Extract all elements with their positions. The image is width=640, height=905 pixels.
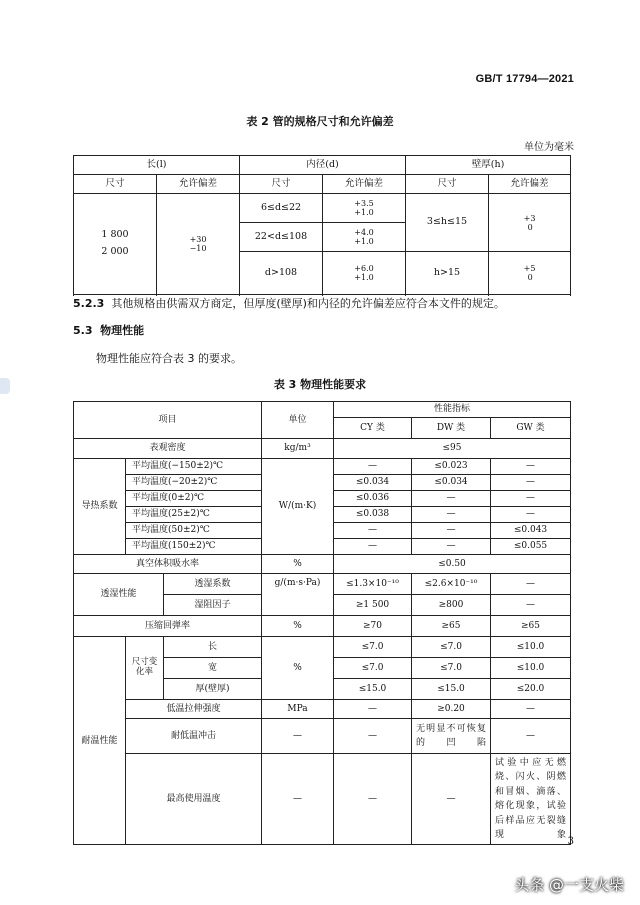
wall-size: h>15: [406, 252, 489, 295]
dim-unit: %: [262, 637, 334, 700]
length-size: 1 800: [101, 229, 129, 241]
table2: [73, 155, 571, 295]
section-5-3-text: 物理性能应符合表 3 的要求。: [96, 352, 242, 365]
dim-gw: ≤20.0: [491, 679, 571, 700]
thermal-temp: 平均温度(50±2)℃: [126, 523, 262, 539]
clause-5-2-3: [73, 295, 505, 311]
group-length: 长(l): [74, 156, 240, 175]
tol-plus: +5: [523, 264, 536, 273]
section-number: 5.3: [73, 324, 93, 337]
dim-key: 厚(壁厚): [164, 679, 262, 700]
thermal-cy: —: [334, 523, 412, 539]
dim-label: 尺寸变化率: [126, 637, 164, 700]
thermal-unit: W/(m·K): [262, 459, 334, 555]
dim-cy: ≤7.0: [334, 658, 412, 679]
dim-dw: ≤7.0: [412, 637, 491, 658]
thermal-label: 导热系数: [74, 459, 126, 555]
wall-tol: [489, 194, 571, 252]
maxuse-unit: —: [262, 754, 334, 845]
thermal-temp: 平均温度(0±2)℃: [126, 491, 262, 507]
tensile-label: 低温拉伸强度: [126, 700, 262, 719]
thermal-cy: ≤0.034: [334, 475, 412, 491]
perm-factor-gw: —: [491, 595, 571, 616]
dim-dw: ≤7.0: [412, 658, 491, 679]
section-title: 物理性能: [100, 324, 145, 337]
head-item: 项目: [74, 402, 262, 439]
rebound-unit: %: [262, 616, 334, 637]
rebound-cy: ≥70: [334, 616, 412, 637]
thermal-dw: —: [412, 523, 491, 539]
perm-unit: g/(m·s·Pa): [262, 574, 334, 616]
thermal-temp: 平均温度(−20±2)℃: [126, 475, 262, 491]
table3-caption: 表 3 物理性能要求: [273, 378, 367, 391]
perm-factor-dw: ≥800: [412, 595, 491, 616]
dim-dw: ≤15.0: [412, 679, 491, 700]
shock-cy: —: [334, 719, 412, 754]
shock-label: 耐低温冲击: [126, 719, 262, 754]
rebound-gw: ≥65: [491, 616, 571, 637]
maxuse-cy: —: [334, 754, 412, 845]
rebound-label: 压缩回弹率: [74, 616, 262, 637]
thermal-gw: ≤0.043: [491, 523, 571, 539]
length-size: 2 000: [101, 246, 129, 257]
thermal-gw: —: [491, 459, 571, 475]
tol-plus: +30: [189, 235, 207, 244]
inner-tol: [323, 223, 406, 252]
thermal-gw: —: [491, 475, 571, 491]
thermal-gw: —: [491, 491, 571, 507]
thermal-cy: ≤0.038: [334, 507, 412, 523]
density-value: ≤95: [334, 439, 571, 459]
wall-tol: [489, 252, 571, 295]
watermark: 头条 @一支火柴: [514, 876, 624, 894]
thermal-gw: —: [491, 507, 571, 523]
inner-tol: [323, 194, 406, 223]
tol-plus: +4.0: [354, 228, 374, 237]
density-label: 表观密度: [74, 439, 262, 459]
dim-key: 长: [164, 637, 262, 658]
tensile-dw: ≥0.20: [412, 700, 491, 719]
sub-size: 尺寸: [240, 175, 323, 194]
perm-coef-gw: —: [491, 574, 571, 595]
tol-plus: +3.5: [354, 199, 374, 208]
tol-minus: +1.0: [354, 273, 374, 282]
wall-size: 3≤h≤15: [406, 194, 489, 252]
dim-cy: ≤15.0: [334, 679, 412, 700]
maxuse-dw: —: [412, 754, 491, 845]
inner-size: d>108: [240, 252, 323, 295]
perm-coef-dw: ≤2.6×10⁻¹⁰: [412, 574, 491, 595]
tol-minus: −10: [189, 244, 207, 253]
dim-gw: ≤10.0: [491, 658, 571, 679]
tensile-cy: —: [334, 700, 412, 719]
thermal-dw: —: [412, 491, 491, 507]
thermal-gw: ≤0.055: [491, 539, 571, 555]
table3: [73, 401, 571, 845]
rebound-dw: ≥65: [412, 616, 491, 637]
thermal-dw: ≤0.034: [412, 475, 491, 491]
vacuum-unit: %: [262, 555, 334, 574]
clause-text: 其他规格由供需双方商定，但厚度(壁厚)和内径的允许偏差应符合本文件的规定。: [111, 297, 505, 310]
inner-tol: [323, 252, 406, 295]
sub-tol: 允许偏差: [323, 175, 406, 194]
tensile-gw: —: [491, 700, 571, 719]
length-sizes: [74, 194, 157, 295]
thermal-cy: —: [334, 459, 412, 475]
standard-number: GB/T 17794—2021: [475, 73, 574, 85]
sub-tol: 允许偏差: [489, 175, 571, 194]
thermal-dw: —: [412, 507, 491, 523]
perm-factor-cy: ≥1 500: [334, 595, 412, 616]
maxuse-label: 最高使用温度: [126, 754, 262, 845]
perm-factor-label: 湿阻因子: [164, 595, 262, 616]
dim-gw: ≤10.0: [491, 637, 571, 658]
tol-minus: +1.0: [354, 208, 374, 217]
perm-label: 透湿性能: [74, 574, 164, 616]
vacuum-value: ≤0.50: [334, 555, 571, 574]
tol-plus: +3: [523, 213, 536, 223]
maxuse-gw: 试验中应无燃烧、闪火、阴燃和冒烟、滴落、熔化现象，试验后样品应无裂缝现象: [491, 754, 571, 845]
group-wall: 壁厚(h): [406, 156, 571, 175]
tol-minus: +1.0: [354, 237, 374, 246]
shock-unit: —: [262, 719, 334, 754]
section-5-3: [73, 322, 144, 338]
shock-gw: —: [491, 719, 571, 754]
sub-size: 尺寸: [406, 175, 489, 194]
sub-tol: 允许偏差: [157, 175, 240, 194]
vacuum-label: 真空体积吸水率: [74, 555, 262, 574]
clause-number: 5.2.3: [73, 297, 105, 310]
thermal-dw: —: [412, 539, 491, 555]
thermal-temp: 平均温度(−150±2)℃: [126, 459, 262, 475]
perm-coef-cy: ≤1.3×10⁻¹⁰: [334, 574, 412, 595]
dim-key: 宽: [164, 658, 262, 679]
density-unit: kg/m³: [262, 439, 334, 459]
tol-minus: 0: [527, 273, 533, 282]
length-tol: [157, 194, 240, 295]
perm-coef-label: 透湿系数: [164, 574, 262, 595]
temp-label: 耐温性能: [74, 637, 126, 845]
shock-dw: 无明显不可恢复的凹陷: [412, 719, 491, 754]
thermal-cy: ≤0.036: [334, 491, 412, 507]
head-dw: DW 类: [412, 418, 491, 439]
group-inner: 内径(d): [240, 156, 406, 175]
head-indicator: 性能指标: [334, 402, 571, 418]
thermal-temp: 平均温度(150±2)℃: [126, 539, 262, 555]
tol-minus: 0: [527, 222, 533, 232]
dim-cy: ≤7.0: [334, 637, 412, 658]
thermal-temp: 平均温度(25±2)℃: [126, 507, 262, 523]
page-number: 3: [567, 836, 574, 847]
tensile-unit: MPa: [262, 700, 334, 719]
head-unit: 单位: [262, 402, 334, 439]
head-cy: CY 类: [334, 418, 412, 439]
inner-size: 6≤d≤22: [240, 194, 323, 223]
inner-size: 22<d≤108: [240, 223, 323, 252]
thermal-dw: ≤0.023: [412, 459, 491, 475]
tol-plus: +6.0: [354, 264, 374, 273]
head-gw: GW 类: [491, 418, 571, 439]
thermal-cy: —: [334, 539, 412, 555]
table2-unit: 单位为毫米: [524, 142, 574, 153]
table2-caption: 表 2 管的规格尺寸和允许偏差: [246, 115, 394, 128]
sub-size: 尺寸: [74, 175, 157, 194]
